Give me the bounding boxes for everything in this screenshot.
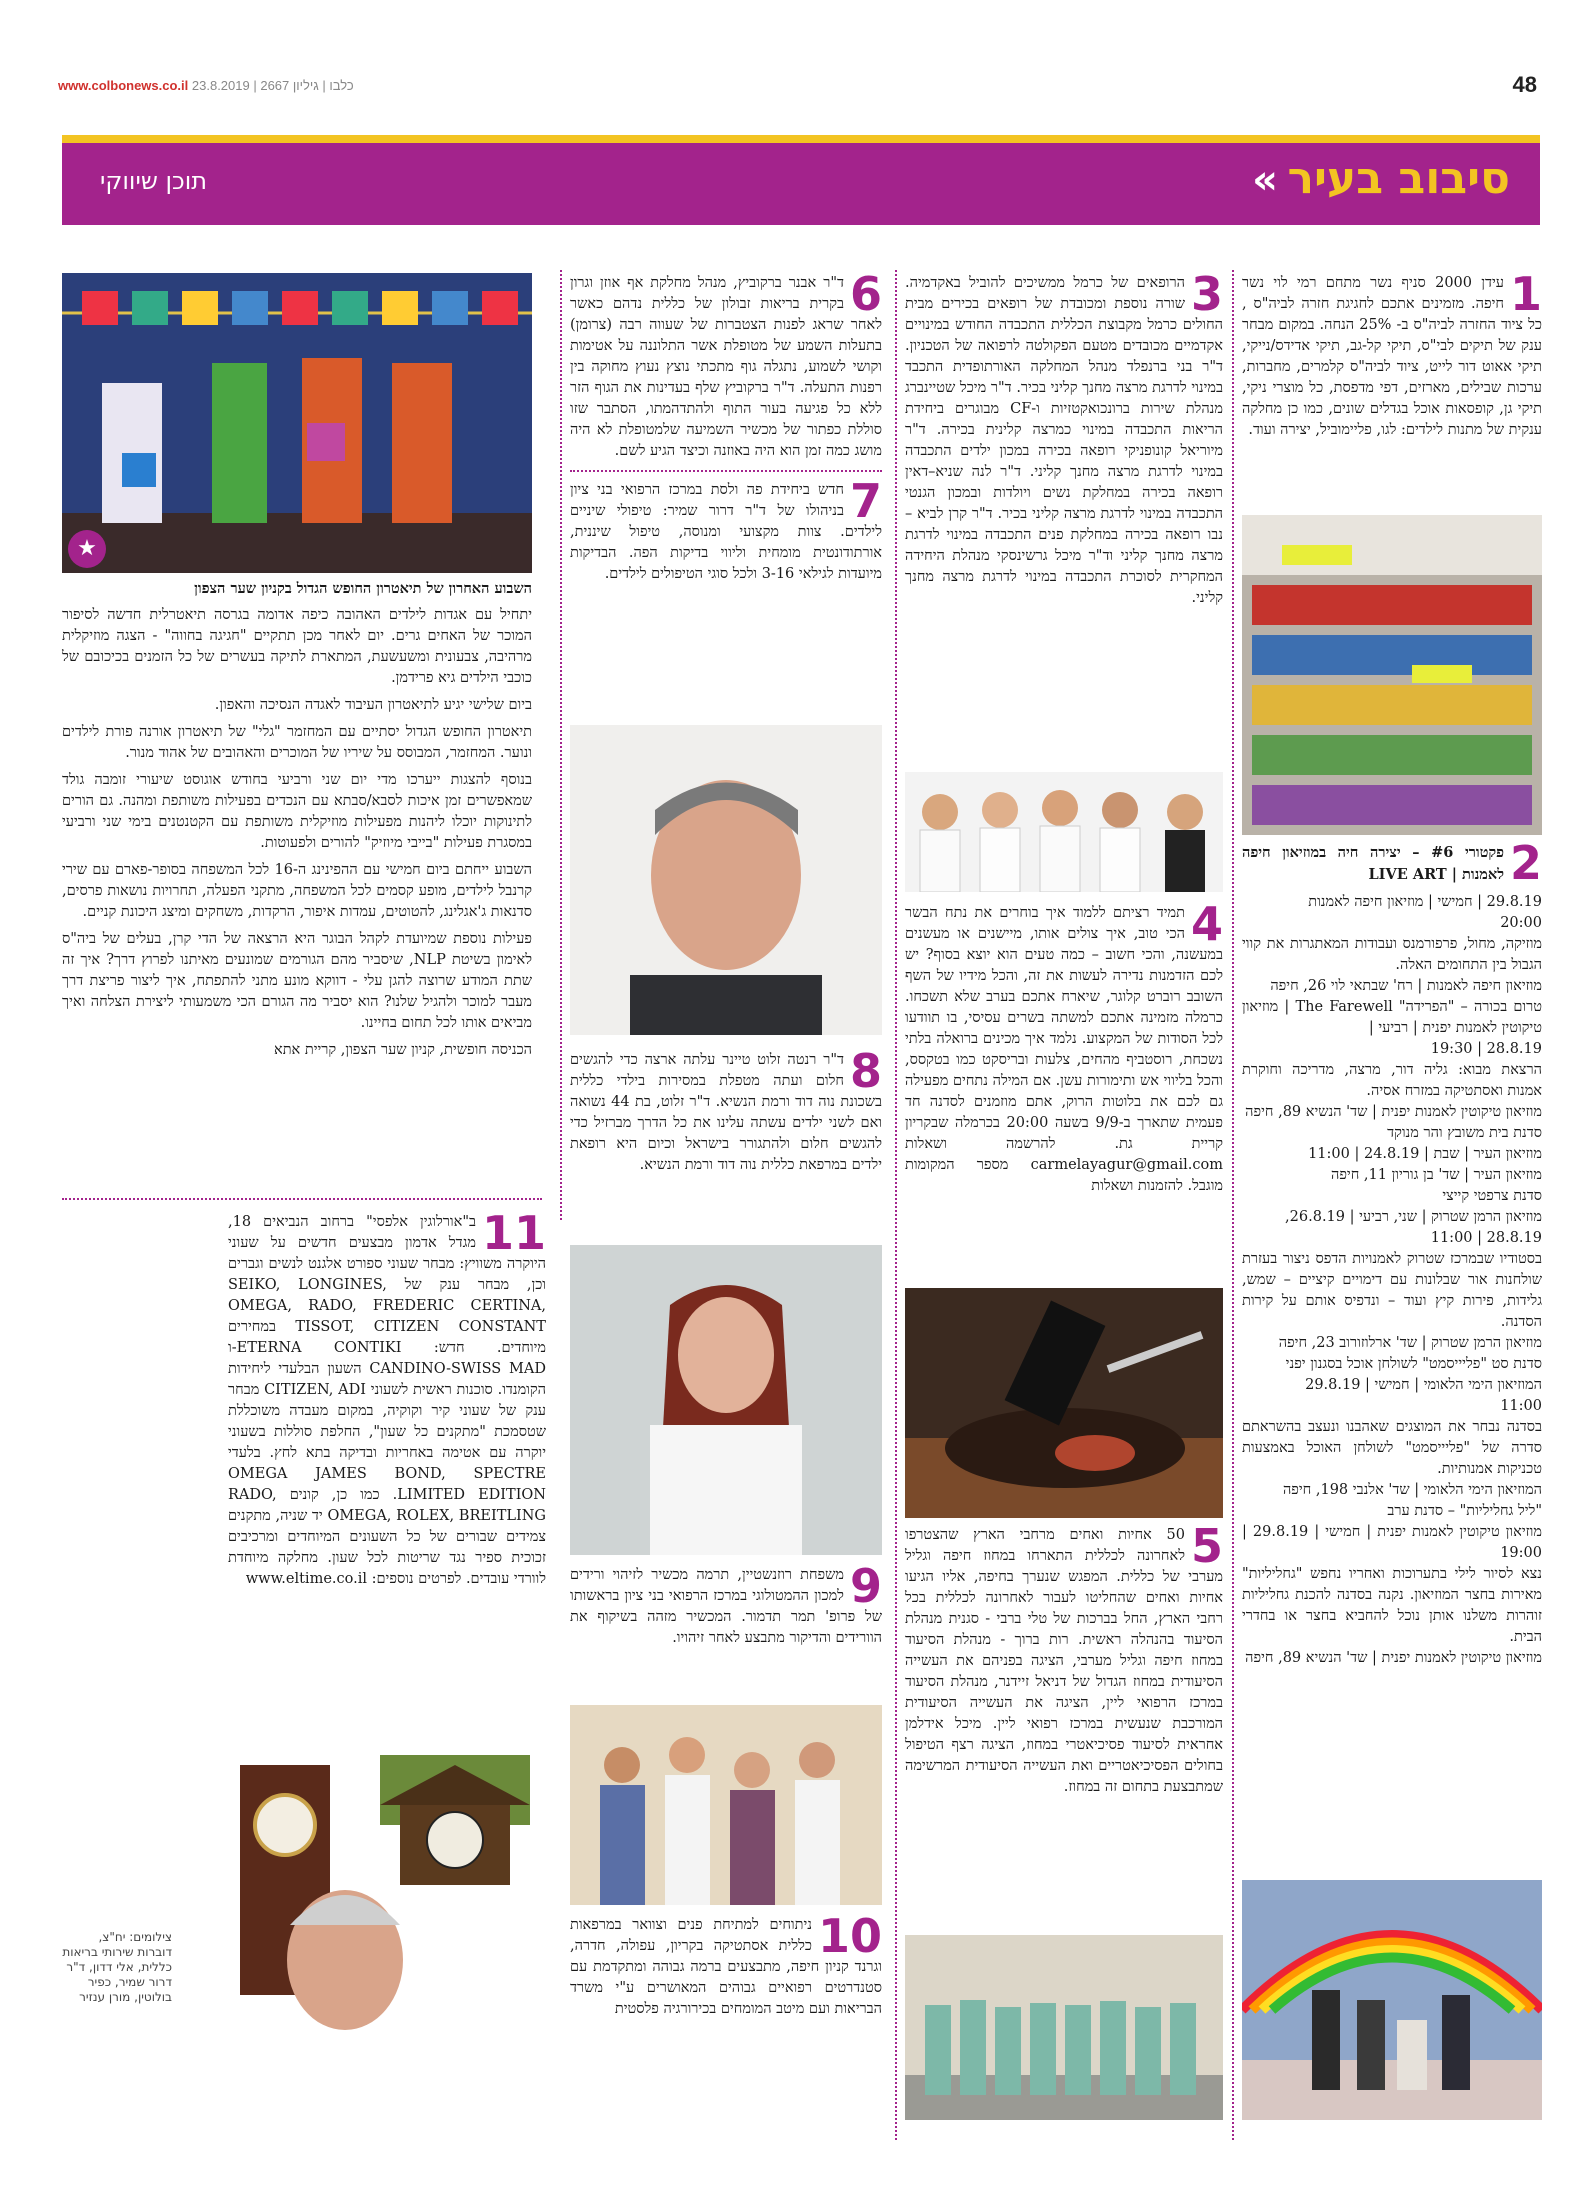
item-number: 3 (1190, 267, 1223, 321)
column-2-nurses (905, 1519, 1223, 1804)
column-1 (1242, 267, 1542, 447)
column-2-bbq (905, 897, 1223, 1203)
item-number: 1 (1509, 267, 1542, 321)
item-3: 3 הרופאים של כרמל ממשיכים להוביל באקדמיה. שורה נוספת ומכובדת של רופאים בכירים מבית החולים כרמל מקבוצת הכללית התכבדה החודש במינויים אקדמיים מכובדים מטעם הפקולטה לרפואה של הטכניון. ד"ר בני ברנפלד מנהל המחלקה האורתופדית התכבד במינוי לדרגת מרצה מחנך קליני בכיר. ד"ר מיכל שטיינברג מנהלת שירות ברונכואקטזיות ו-CF מבוגרים ביחידת הריאות התכבדה במינוי כמרצה קלינית בכירה. ד"ר מיוריאל קונופניקי רופאה בכירה במכון ילדים התכבדה במינוי לדרגת מרצה מחנך קליני. ד"ר לנה שניא–דאין רופאה בכירה במחלקת נשים ויולדות ובמכון הגנטי התכבדה במינוי לדרגת מרצה קליני בכיר. ד"ר קרן לביא – נבו רופאה בכירה במחלקת פנים התכבדה במינוי לדרגת מרצה מחנך קליני וד"ר מיכל גרשינסקי מנהלת היחידה המחקרית לסוכרת התכבדה במינוי לדרגת מרצה מחנך קליני. (905, 267, 1223, 606)
section-title: סיבוב בעיר (1287, 153, 1510, 204)
top-line (58, 72, 1537, 98)
item-9: 9 משפחת רוזנשטיין, תרמה מכשיר לזיהוי ורידים למכון ההמטולוגי במרכז הרפואי בני ציון בראשותו של פרופ' תמר תדמור. המכשיר מזהה בשיקוף את הוורידים והדיקור מתבצע לאחר זיהויו. (570, 1559, 882, 1646)
column-3 (570, 267, 882, 591)
star-icon: ★ (68, 530, 106, 568)
sponsored-label: תוכן שיווקי (100, 167, 208, 195)
item-number: 2 (1509, 836, 1542, 890)
column-1-museum: 2 פקטורי #6 – יצירה חיה במוזיאון חיפה לאמנות | LIVE ART 29.8.19 | חמישי | מוזיאון חיפה לאמנות 20:00 מוזיקה, מחול, פרפורמנס ועבודות המאתגרות את קווי הגבול בין התחומים האלה. מוזיאון חיפה לאמנות | רח' שבתאי לוי 26, חיפה טרום בכורה – "הפרידה" The Farewell | מוזיאון טיקוטין לאמנות יפנית | רביעי | 28.8.19 | 19:30 הרצאת מבוא: גליה דור, מרצה, מדריכה וחוקרת אמנות ואסתטיקה במזרח אסיה. מוזיאון טיקוטין לאמנות יפנית | שד' הנשיא 89, חיפה סדנת בית משובץ והר מנוקד מוזיאון העיר | שבת | 24.8.19 | 11:00 מוזיאון העיר | שד' בן גוריון 11, חיפה סדנת צרפטי קייצי מוזיאון הרמן שטרוק | שני, רביעי | 26.8.19, 28.8.19 | 11:00 בסטודיו שבמרכז שטרוק לאמנויות הדפס ניצור בעזרת שולחנות אור שבלונות עם דימויים קיציים – שמש, גלידות, פירות קיץ ועוד – ונדפיס אותם על קירות הסדנה. מוזיאון הרמן שטרוק | שד' ארלוזורוב 23, חיפה סדנת סט "פליייסמט" לשולחן אוכל בסגנון יפני המוזיאון הימי הלאומי | חמישי | 29.8.19 11:00 בסדנה נבחר את המוצגים שאהבנו ונעצב בהשראתם סדרה של "פליייסמט" לשולחן האוכל באמצעות טכניקות אמנותיות. המוזיאון הימי הלאומי | שד' אלנבי 198, חיפה "ליל גחליליות" – סדנת ערב מוזיאון טיקוטין לאמנות יפנית | חמישי | 29.8.19 | 19:00 נצא לסיור לילי בתערוכות ואחריו נחפש "גחליליות" מאירות בחצר המוזיאון. נקנה בסדנה להכנת גחליליות זוהרות משלנו אותן נוכל להחביא בחצר או בחדרי הבית. מוזיאון טיקוטין לאמנות יפנית | שד' הנשיא 89, חיפה (1242, 836, 1542, 1666)
item-1: 1 עידן 2000 סניף נשר מתחם רמי לוי נשר חיפה. מזמינים אתכם לחגיגת חזרה לביה"ס , כל ציוד החזרה לביה"ס ב- 25% הנחה. במקום מבחר ענק של תיקים לבי"ס, תיקי קל-גב, תיקי אדידס/נייקי, תיקי אאוט דור לייט, ציוד לביה"ס קלמרים, מחברות, ערכות שבילים, מארזים, דפי מדפסת, כל מוצרי ניקי, תיקי גן, קופסאות אוכל בגדלים שונים, כמו כן מחלקה ענקית של מתנות לילדים: לגו, פליימוביל, יצירה ועוד. (1242, 267, 1542, 438)
cuckoo-clock-photo (230, 1745, 550, 2045)
item-number: 10 (817, 1909, 882, 1963)
brisket-photo (905, 1288, 1223, 1518)
column-divider (1232, 270, 1234, 2140)
item-2: 2 פקטורי #6 – יצירה חיה במוזיאון חיפה לאמנות | LIVE ART (1242, 836, 1542, 890)
item-4: 4 תמיד רציתם ללמוד איך בוחרים את נתח הבשר הכי טוב, איך צולים אותו, מיישנים או מעשנים במעשנה, והכי חשוב – כמה טעים הוא יוצא בסוף? יש לכם הזדמנות נדירה לעשות את זה, והכל מידיו של השף השובב רוברט קלוגר, שיארח אתכם בערב שלא תשכחו. כרמלה מזמינה אתכם למשתה בשרים עסיסי, בו תוודעו לכל הסודות של המקצוע. נלמד איך מכינים ברואלה בלתי נשכחת, רוסטביף מהחים, צלעות ובריסקט כמו בטקסס, והכל בליווי אש ותימורות עשן. אם המילה נתחים מפעילה גם לכם את בלוטות הרוק, אתם מוזמנים לסדנה חד פעמית שתארך ב-9/9 בשעה 20:00 בכרמלה שבקריון קריית גת. להרשמה ושאלות carmelayagur@gmail.com מספר המקומות מוגבל. להזמנות ושאלות (905, 897, 1223, 1194)
stationery-store-photo (1242, 515, 1542, 835)
item-number: 11 (481, 1206, 546, 1260)
site-url[interactable]: www.colbonews.co.il (58, 78, 189, 93)
column-divider (560, 270, 562, 1220)
nurses-group-photo (905, 1935, 1223, 2120)
item-8: 8 ד"ר רנטה זלוט טיינר עלתה ארצה כדי להגשים חלום ועתה מטפלת במסירות בילדי כללית בשכונת נוה דוד ורמת הנשיא. ד"ר זלוט, בת 44 נשואה ואם לשני ילדים עשתה עלינו את כל הדרך מברזיל כדי להגשים חלום ולהתגורר בישראל וכיום היא רופאת ילדים במרפאת כללית נוה דוד ורמת הנשיא. (570, 1044, 882, 1173)
item-6: 6 ד"ר אבנר ברקוביץ, מנהל מחלקת אף אוזן וגרון בקרית בריאות זבולון של כללית נדהם כאשר לאחר שראג לפנות הצטברות של שעווה רבה (צרומן) בתעלות השמע של מטופלת אשר התלוננה על אטימות וקושי לשמוע, נתגלה גוף מתכתי נוצץ נעוץ מחוקה בין רפנות התעלה. ד"ר ברקוביץ שלף בעדינות את הגוף הזר ללא כל פגיעה בעור התוף ולהתדהמתו, הסתבר שזו סוללת כפתור של מכשיר השמיעה שלמטופלת לא היה מושג כמה זמן הוא היה באוזנה וכיצד הגיע לשם. (570, 267, 882, 459)
item-number: 7 (849, 474, 882, 528)
theater-stage-photo (62, 273, 532, 573)
section-divider (62, 1198, 542, 1200)
column-2 (905, 267, 1223, 615)
column-3-aesthetic (570, 1909, 882, 2026)
item-7: 7 חדש ביחידת פה ולסת במרכז הרפואי בני ציון בניהולו של ד"ר דרור שמיר: טיפולי שיניים לילדים. צוות מקצועי ומנוסה, טיפול שיננית, אורתודונטית מומחית וליווי בדיקות הפה. הבדיקות מיועדות לגילאי 3-16 ולכל סוגי הטיפולים לילדים. (570, 474, 882, 582)
photo-credits: צילומים: יח"צ, דוברות שירותי בריאות כללית, אלי דדון, ד"ר דרור שמיר, כפיר בולוטין, מורן ענזיר (62, 1930, 172, 2004)
section-banner (62, 135, 1540, 225)
double-chevron-icon: « (1252, 157, 1278, 203)
dr-zlot-portrait (570, 1245, 882, 1555)
item-number: 8 (849, 1044, 882, 1098)
item-number: 9 (849, 1559, 882, 1613)
dr-shamir-portrait (570, 725, 882, 1035)
doctors-photo (905, 772, 1223, 892)
issue-info: כלבו | גיליון 2667 | 23.8.2019 (191, 78, 354, 93)
donation-group-photo (570, 1705, 882, 1905)
column-divider (895, 270, 897, 2140)
museum-group-photo (1242, 1880, 1542, 2120)
item-10: 10 ניתוחים למתיחת פנים וצוואר במרפאות כללית אסתטיקה בקריון, עפולה, חדרה, וגרנד קניון חיפה, מתבצעים ברמה גבוהה ומתקדמת עם סטנדרטים רפואיים גבוהים המאושרים ע"י משרד הבריאות ועם מיטב המומחים בכירורגיה פלסטית (570, 1909, 882, 2017)
page-number: 48 (1512, 72, 1537, 97)
item-number: 6 (849, 267, 882, 321)
item-5: 5 50 אחיות ואחים מרחבי הארץ שהצטרפו לאחרונה לכללית התארחו במחוז חיפה וגליל מערבי של כללית. המפגש שנערך בחיפה, אליו הגיעו אחיות ואחים שהחליטו לעבור לאחרונה לכללית בכל רחבי הארץ, החל בברכות של טלי ברבי - סגנית מנהלת הסיעוד בהנהלה ראשית. רות ברוך - מנהלת הסיעוד במחוז חיפה וגליל מערבי, הציגה בפניהם את העשייה הסיעודית במחוז הגדול של דניאל זיידנר, מנהלת הסיעוד במרכז הרפואי ליין, הציגה את העשייה הסיעודית המורכבת שנעשית במרכז רפואי ליין. מיכל אידלמן אחראית לסיעוד פסיכיאטרי במחוז, הציגה רצף הטיפול בחולים הפסיכיאטריים ואת העשייה הסיעודית המרשימה שמתבצעת בתחום זה במחוז. (905, 1519, 1223, 1795)
item-11: 11 ב"אורלוגין אלפסי" ברחוב הנביאים 18, מגדל אדמון מבצעים חדשים על שעוני היוקרה משוויץ: מבחר שעוני ספורט אלגנט לנשים וגברים וכן, מבחר ענק של SEIKO, LONGINES, OMEGA, RADO, FREDERIC CERTINA, TISSOT, CITIZEN CONSTANT במחירים מיוחדים. חדש: ETERNA CONTIKI-ו CANDINO-SWISS MAD השעון הבלעדי ליחידות הקומנדו. סוכנות ראשית לשעוני CITIZEN, ADI מבחר ענק של שעוני קיר וקוקיה, במקום מעבדה משוכללת שטסמכת "מתקנים כל שעון", החלפת סוללות בשעוני יוקרה עם אטימה באחריות ובדיקה בתא לחץ. בלעדי OMEGA JAMES BOND, SPECTRE LIMITED EDITION. כמו כן, קונים RADO, OMEGA, ROLEX, BREITLING יד שניה, מתקנים צמידים שבורים של כל השעונים המיוחדים ומרכיבים זכוכית ספיר נגד שריטות לכל שעון. מחלקה מיוחדת לוורדי עובדים. לפרטים נוספים: www.eltime.co.il (228, 1206, 547, 1587)
column-3-pediatrician (570, 1044, 882, 1182)
column-3-donation (570, 1559, 882, 1655)
item-number: 4 (1190, 897, 1223, 951)
item-number: 5 (1190, 1519, 1223, 1573)
theater-article: השבוע האחרון של תיאטרון החופש הגדול בקניון שער הצפון יתחיל עם אגדות לילדים האהובה כיפה אדומה בגרסה תיאטרלית חדשה לסיפור המוכר של האחים גרים. יום לאחר מכן תתקיים "חגיגה בחווה" - הצגה מוזיקלית מרהיבה, צבעונית ומשעשעת, המתארת לתיקה בעשרים של כל הזמנים בכיכובם של כוכבי הילדים גיא פרידמן. ביום שלישי יגיע לתיאטרון העיבוד לאגדה הנסיכה והאפון. תיאטרון החופש הגדול יסתיים עם המחזמר "גלי" של תיאטרון אורנה פורת לילדים ונוער. המחזמר, המבוסס על שיריו של המוכרים והאהובים של אהוד מנור. בנוסף להצגות ייערכו מדי יום שני ורביעי בחודש אוגוסט שיעורי זומבה גולד שמאפשרים זמן איכות לסבא/סבתא עם הנכדים בפעילות משותפת ומהנה. גם הורים לתינוקות יוכלו ליהנות מפעילות מוזיקלית משותפת עם הקטנטנים בימי שני ורביעי במסגרת פעילות "בייבי מיוזיק" להורים ולפעוטות. השבוע ייחתם ביום חמישי עם ההפינינג ה-16 לכל המשפחה בסופר-פארם עם שירי קרנבל לילדים, מופע קסמים לכל המשפחה, מתקני הפעלה, תחרויות נושאות פרסים, סדנאות ג'אגלינג, להטוטים, עמדות איפור, הרקדות, משחקים ומיצג היכונת קניים. פעילות נוספת שמיועדת לקהל הבוגר היא הרצאה של הדי קרן, בעלים של ביה"ס לאימון בשיטת NLP, שיסביר מהם הגורמים שמונעים מאיתנו לפרוץ דרך? איך זה שתת המודע שרוצה להגן עלי - דווקא מונע מתני להתפתח, איך ליצור פריצת דרך מעבר למוכר ולהגיל שלנו? הוא יסביר מה הגורם הכי משמעותי ליצירת הצלחה ואיך מביאים אותו לכל תחום בחיינו. הכניסה חופשית, קניון שער הצפון, קריית אתא (62, 580, 533, 1058)
watches-article (228, 1206, 547, 1596)
